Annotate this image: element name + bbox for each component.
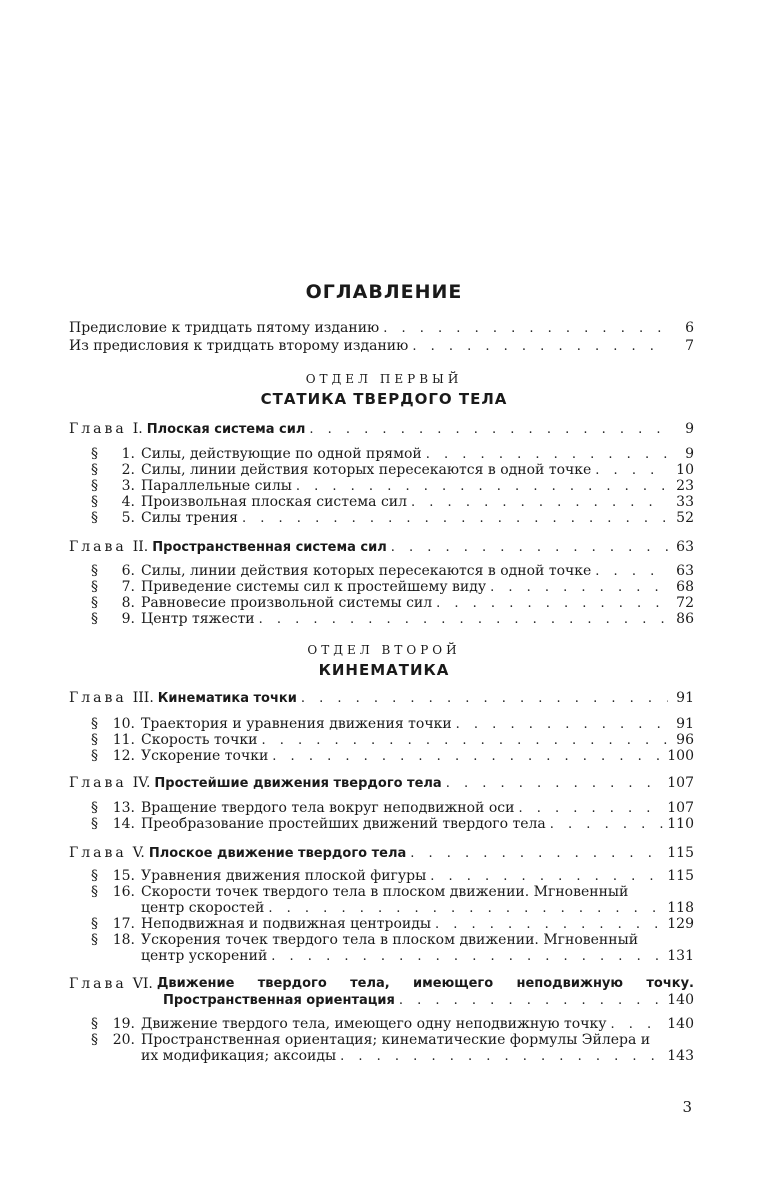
chapter-page: 9 bbox=[685, 421, 694, 437]
section-mark: § bbox=[91, 595, 98, 611]
section-mark: § bbox=[91, 446, 98, 462]
section-text: Уравнения движения плоской фигуры bbox=[141, 868, 427, 884]
section-number: 9. bbox=[121, 611, 135, 627]
section-entry-continued[interactable] bbox=[141, 1048, 694, 1065]
chapter-page: 63 bbox=[676, 539, 694, 555]
section-entry[interactable] bbox=[91, 478, 694, 495]
leader-dots bbox=[340, 1049, 663, 1065]
section-text-line1: Ускорения точек твердого тела в плоском движении. Мгновенный bbox=[141, 932, 639, 948]
chapter-entry[interactable] bbox=[69, 775, 694, 792]
section-entry[interactable] bbox=[91, 748, 694, 765]
chapter-entry[interactable] bbox=[69, 539, 694, 556]
leader-dots bbox=[301, 691, 668, 707]
section-text: Преобразование простейших движений твердого тела bbox=[141, 816, 546, 832]
section-entry-continued[interactable] bbox=[141, 948, 694, 965]
section-text: Произвольная плоская система сил bbox=[141, 494, 408, 510]
part-title: СТАТИКА ТВЕРДОГО ТЕЛА bbox=[260, 390, 508, 408]
section-page: 91 bbox=[676, 716, 694, 732]
section-text: Приведение системы сил к простейшему виду bbox=[141, 579, 487, 595]
section-number: 11. bbox=[112, 732, 135, 748]
section-page: 86 bbox=[676, 611, 694, 627]
section-number: 18. bbox=[112, 932, 135, 948]
section-page: 143 bbox=[667, 1048, 694, 1064]
section-entry[interactable] bbox=[91, 510, 694, 527]
section-text: Силы, линии действия которых пересекаются в одной точке bbox=[141, 462, 592, 478]
section-mark: § bbox=[91, 510, 98, 526]
section-text: Вращение твердого тела вокруг неподвижной оси bbox=[141, 800, 515, 816]
chapter-number: II. bbox=[132, 539, 149, 555]
section-entry[interactable] bbox=[91, 716, 694, 733]
section-text: Траектория и уравнения движения точки bbox=[141, 716, 452, 732]
leader-dots bbox=[595, 564, 668, 580]
chapter-entry[interactable] bbox=[69, 421, 694, 438]
section-text-line2: центр ускорений bbox=[141, 948, 268, 964]
section-number: 10. bbox=[112, 716, 135, 732]
toc-entry[interactable] bbox=[69, 338, 694, 355]
chapter-number: V. bbox=[132, 845, 145, 861]
section-text: Силы трения bbox=[141, 510, 239, 526]
section-mark: § bbox=[91, 494, 98, 510]
chapter-word: Глава bbox=[69, 845, 127, 861]
section-mark: § bbox=[91, 716, 98, 732]
section-mark: § bbox=[91, 816, 98, 832]
section-mark: § bbox=[91, 916, 98, 932]
section-text: Равновесие произвольной системы сил bbox=[141, 595, 433, 611]
chapter-word: Глава bbox=[69, 690, 127, 706]
chapter-title: Плоское движение твердого тела bbox=[148, 846, 407, 861]
leader-dots bbox=[518, 801, 663, 817]
leader-dots bbox=[261, 733, 668, 749]
section-entry[interactable] bbox=[91, 462, 694, 479]
section-text-line2: центр скоростей bbox=[141, 900, 265, 916]
section-mark: § bbox=[91, 478, 98, 494]
chapter-entry[interactable] bbox=[69, 976, 694, 992]
leader-dots bbox=[430, 869, 663, 885]
section-entry[interactable] bbox=[91, 579, 694, 596]
section-entry[interactable] bbox=[91, 932, 638, 948]
leader-dots bbox=[550, 817, 663, 833]
section-entry[interactable] bbox=[91, 800, 694, 817]
section-entry[interactable] bbox=[91, 446, 694, 463]
section-entry[interactable] bbox=[91, 1016, 694, 1033]
chapter-word: Глава bbox=[69, 421, 127, 437]
section-mark: § bbox=[91, 800, 98, 816]
leader-dots bbox=[446, 776, 664, 792]
section-entry[interactable] bbox=[91, 563, 694, 580]
leader-dots bbox=[456, 717, 668, 733]
leader-dots bbox=[595, 463, 668, 479]
section-page: 33 bbox=[676, 494, 694, 510]
chapter-word: Глава bbox=[69, 539, 127, 555]
section-text: Центр тяжести bbox=[141, 611, 255, 627]
section-page: 72 bbox=[676, 595, 694, 611]
page-title: ОГЛАВЛЕНИЕ bbox=[305, 281, 463, 303]
section-number: 17. bbox=[112, 916, 135, 932]
chapter-word: Глава bbox=[69, 976, 127, 992]
chapter-number: VI. bbox=[132, 976, 153, 992]
section-page: 110 bbox=[667, 816, 694, 832]
section-text-line1: Скорости точек твердого тела в плоском движении. Мгновенный bbox=[141, 884, 629, 900]
entry-text: Предисловие к тридцать пятому изданию bbox=[69, 320, 380, 336]
section-page: 129 bbox=[667, 916, 694, 932]
part-label: ОТДЕЛ ВТОРОЙ bbox=[307, 643, 461, 657]
section-entry[interactable] bbox=[91, 816, 694, 833]
section-page: 140 bbox=[667, 1016, 694, 1032]
section-page: 9 bbox=[685, 446, 694, 462]
section-mark: § bbox=[91, 579, 98, 595]
section-page: 68 bbox=[676, 579, 694, 595]
section-number: 20. bbox=[112, 1032, 135, 1048]
section-mark: § bbox=[91, 611, 98, 627]
section-entry[interactable] bbox=[91, 494, 694, 511]
section-text: Параллельные силы bbox=[141, 478, 292, 494]
section-mark: § bbox=[91, 1032, 98, 1048]
leader-dots bbox=[271, 949, 663, 965]
leader-dots bbox=[296, 479, 668, 495]
section-page: 131 bbox=[667, 948, 694, 964]
leader-dots bbox=[412, 339, 668, 355]
entry-page: 6 bbox=[685, 320, 694, 336]
leader-dots bbox=[268, 901, 663, 917]
leader-dots bbox=[490, 580, 668, 596]
section-mark: § bbox=[91, 732, 98, 748]
chapter-number: I. bbox=[132, 421, 143, 437]
section-page: 118 bbox=[667, 900, 694, 916]
section-entry[interactable] bbox=[91, 884, 628, 900]
leader-dots bbox=[309, 422, 668, 438]
toc-entry[interactable] bbox=[69, 320, 694, 337]
leader-dots bbox=[399, 993, 663, 1009]
leader-dots bbox=[259, 612, 668, 628]
chapter-number: IV. bbox=[132, 775, 151, 791]
section-number: 3. bbox=[121, 478, 135, 494]
section-page: 115 bbox=[667, 868, 694, 884]
page-number: 3 bbox=[682, 1098, 692, 1116]
leader-dots bbox=[426, 447, 668, 463]
section-mark: § bbox=[91, 884, 98, 900]
section-number: 7. bbox=[121, 579, 135, 595]
section-entry[interactable] bbox=[91, 916, 694, 933]
leader-dots bbox=[242, 511, 668, 527]
chapter-word: Глава bbox=[69, 775, 127, 791]
section-entry[interactable] bbox=[91, 732, 694, 749]
section-page: 10 bbox=[676, 462, 694, 478]
section-mark: § bbox=[91, 932, 98, 948]
section-page: 23 bbox=[676, 478, 694, 494]
section-number: 8. bbox=[121, 595, 135, 611]
section-text: Силы, действующие по одной прямой bbox=[141, 446, 422, 462]
section-number: 4. bbox=[121, 494, 135, 510]
section-number: 19. bbox=[112, 1016, 135, 1032]
section-text-line1: Пространственная ориентация; кинематические формулы Эйлера и bbox=[141, 1032, 651, 1048]
section-number: 16. bbox=[112, 884, 135, 900]
leader-dots bbox=[410, 846, 663, 862]
section-text: Силы, линии действия которых пересекаются в одной точке bbox=[141, 563, 592, 579]
entry-page: 7 bbox=[685, 338, 694, 354]
section-text: Неподвижная и подвижная центроиды bbox=[141, 916, 431, 932]
section-mark: § bbox=[91, 1016, 98, 1032]
chapter-page: 115 bbox=[667, 845, 694, 861]
section-number: 2. bbox=[121, 462, 135, 478]
section-page: 52 bbox=[676, 510, 694, 526]
section-entry[interactable] bbox=[91, 611, 694, 628]
chapter-title-line2: Пространственная ориентация bbox=[163, 993, 395, 1008]
part-title: КИНЕМАТИКА bbox=[318, 661, 450, 679]
chapter-title: Кинематика точки bbox=[157, 691, 297, 706]
section-number: 12. bbox=[112, 748, 135, 764]
section-text: Ускорение точки bbox=[141, 748, 269, 764]
leader-dots bbox=[610, 1017, 663, 1033]
section-mark: § bbox=[91, 563, 98, 579]
section-number: 15. bbox=[112, 868, 135, 884]
chapter-entry[interactable] bbox=[69, 845, 694, 862]
chapter-entry[interactable] bbox=[69, 690, 694, 707]
section-entry[interactable] bbox=[91, 595, 694, 612]
section-mark: § bbox=[91, 748, 98, 764]
section-mark: § bbox=[91, 462, 98, 478]
section-entry-continued[interactable] bbox=[141, 900, 694, 917]
section-mark: § bbox=[91, 868, 98, 884]
chapter-page: 107 bbox=[667, 775, 694, 791]
section-page: 96 bbox=[676, 732, 694, 748]
chapter-page: 91 bbox=[676, 690, 694, 706]
chapter-entry-continued[interactable] bbox=[163, 992, 694, 1009]
chapter-title-line1: Движение твердого тела, имеющего неподвижную точку. bbox=[156, 976, 694, 991]
chapter-page: 140 bbox=[667, 992, 694, 1008]
leader-dots bbox=[411, 495, 668, 511]
section-text: Скорость точки bbox=[141, 732, 258, 748]
leader-dots bbox=[391, 540, 668, 556]
section-number: 5. bbox=[121, 510, 135, 526]
chapter-number: III. bbox=[132, 690, 154, 706]
section-number: 1. bbox=[121, 446, 135, 462]
chapter-title: Простейшие движения твердого тела bbox=[154, 776, 442, 791]
section-page: 63 bbox=[676, 563, 694, 579]
chapter-title: Плоская система сил bbox=[146, 422, 306, 437]
section-text: Движение твердого тела, имеющего одну неподвижную точку bbox=[141, 1016, 607, 1032]
section-page: 107 bbox=[667, 800, 694, 816]
leader-dots bbox=[272, 749, 663, 765]
section-number: 6. bbox=[121, 563, 135, 579]
leader-dots bbox=[435, 917, 663, 933]
part-label: ОТДЕЛ ПЕРВЫЙ bbox=[305, 372, 463, 386]
section-number: 13. bbox=[112, 800, 135, 816]
section-text-line2: их модификация; аксоиды bbox=[141, 1048, 337, 1064]
leader-dots bbox=[383, 321, 668, 337]
section-entry[interactable] bbox=[91, 1032, 650, 1048]
section-entry[interactable] bbox=[91, 868, 694, 885]
section-page: 100 bbox=[667, 748, 694, 764]
section-number: 14. bbox=[112, 816, 135, 832]
entry-text: Из предисловия к тридцать второму изданию bbox=[69, 338, 409, 354]
leader-dots bbox=[436, 596, 668, 612]
chapter-title: Пространственная система сил bbox=[152, 540, 387, 555]
